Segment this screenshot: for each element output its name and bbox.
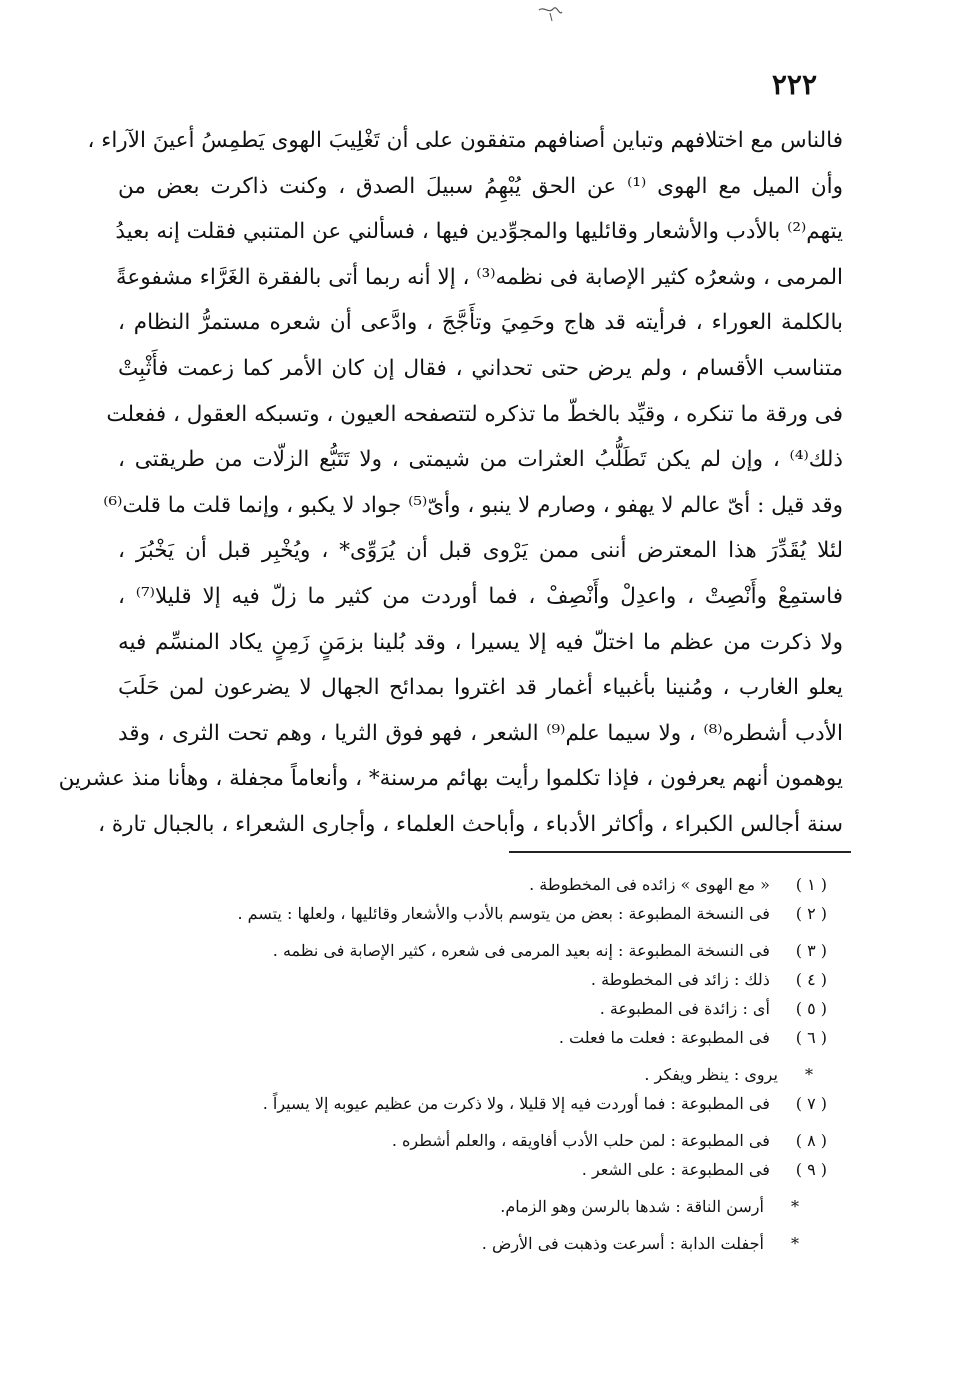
text-line: ذلك⁽⁴⁾ ، وإن لم يكن تَطَلُّبُ العثرات من شيمتى ، ولا تَتَبُّع الزلّات من طريقتى ،: [118, 447, 843, 473]
text-line: سنة أجالس الكبراء ، وأكاثر الأدباء ، وأباحث العلماء ، وأجارى الشعراء ، بالجبال تارة ،: [98, 811, 843, 837]
footnote-star-3: [107, 1229, 827, 1258]
footnote-text: أرسن الناقة : شدها بالرسن وهو الزمام.: [500, 1197, 764, 1216]
page-number: ٢٢٢: [771, 68, 817, 101]
text-line: لئلا يُقَدِّرَ هذا المعترض أننى ممن يَرْوى قبل أن يُرَوِّى* ، ويُخْبِر قبل أن يَخْبُرَ ،: [118, 538, 843, 564]
text-line: وأن الميل مع الهوى ⁽¹⁾ عن الحق يُبْهِمُ سبيلَ الصدق ، وكنت ذاكرت بعض من: [118, 173, 843, 199]
footnote-text: « مع الهوى » زائده فى المخطوطة .: [529, 875, 770, 894]
footnotes-block: [107, 870, 827, 1258]
footnote-7: [107, 1089, 827, 1118]
footnote-text: يروى : ينظر ويفكر .: [644, 1065, 778, 1084]
margin-scribble-mark: [535, 4, 565, 26]
footnote-9: [107, 1155, 827, 1184]
text-line: متناسب الأقسام ، ولم يرض حتى تحداني ، فقال إن كان الأمر كما زعمت فأَثْبِتْ: [118, 355, 843, 381]
text-line: فاستمِعْ وأَنْصِتْ ، واعدِلْ وأَنْصِفْ ، فما أوردت من كثير ما زلّ فيه إلا قليلا⁽⁷⁾ ،: [118, 583, 843, 609]
footnote-5: [107, 994, 827, 1023]
footnote-number: ( ٣ ): [795, 941, 827, 960]
text-line: ولا ذكرت من عظم ما اختلّ فيه إلا يسيرا ، وقد بُلينا بزمَنٍ زَمِنٍ يكاد المنسِّم فيه: [118, 629, 843, 655]
footnote-3: [107, 936, 827, 965]
footnote-star-mark: *: [791, 1197, 799, 1216]
text-line: الأدب أشطره⁽⁸⁾ ، ولا سيما علم⁽⁹⁾ الشعر ، فهو فوق الثريا ، وهم تحت الثرى ، وقد: [118, 720, 843, 746]
footnote-number: ( ٤ ): [795, 970, 827, 989]
footnote-number: ( ٨ ): [795, 1131, 827, 1150]
text-line: المرمى ، وشعرُه كثير الإصابة فى نظمه⁽³⁾ ، إلا أنه ربما أتى بالفقرة الغَرَّاء مشفوعةً: [115, 264, 843, 290]
footnote-text: أجفلت الدابة : أسرعت وذهبت فى الأرض .: [481, 1234, 764, 1253]
footnote-text: فى المطبوعة : على الشعر .: [581, 1160, 770, 1179]
footnote-number: ( ٥ ): [795, 999, 827, 1018]
footnote-number: ( ٩ ): [795, 1160, 827, 1179]
footnote-text: فى المطبوعة : فما أوردت فيه إلا قليلا ، ولا ذكرت من عظيم عيوبه إلا يسيراً .: [262, 1094, 770, 1113]
footnote-1: [107, 870, 827, 899]
footnote-number: ( ٢ ): [795, 904, 827, 923]
text-line: يتهم⁽²⁾ بالأدب والأشعار وقائليها والمجوِّدين فيها ، فسألني عن المتنبي فقلت إنه بعيدُ: [115, 219, 843, 245]
text-line: فالناس مع اختلافهم وتباين أصنافهم متفقون على أن تَغْلِيبَ الهوى يَطمِسُ أعينَ الآراء ،: [87, 128, 843, 153]
footnote-star-2: [107, 1192, 827, 1221]
text-line: فى ورقة ما تنكره ، وقيِّد بالخطّ ما تذكره لتتصفحه العيون ، وتسبكه العقول ، ففعلت: [106, 401, 843, 427]
footnote-4: [107, 965, 827, 994]
footnote-star-mark: *: [805, 1065, 813, 1084]
footnote-star-mark: *: [791, 1234, 799, 1253]
footnote-text: فى النسخة المطبوعة : إنه بعيد المرمى فى شعره ، كثير الإصابة فى نظمه .: [272, 941, 770, 960]
main-text-block: [58, 118, 843, 848]
footnote-text: فى النسخة المطبوعة : بعض من يتوسم بالأدب والأشعار وقائليها ، ولعلها : يتسم .: [237, 904, 770, 923]
footnote-star-1: [107, 1060, 827, 1089]
footnote-6: [107, 1023, 827, 1052]
footnote-number: ( ٧ ): [795, 1094, 827, 1113]
text-line: يعلو الغارب ، ومُنينا بأغبياء أغمار قد اغتروا بمدائح الجهال لا يضرعون لمن حَلَبَ: [118, 675, 843, 701]
footnote-separator: [509, 851, 851, 853]
text-line: وقد قيل : أىّ عالم لا يهفو ، وصارم لا ينبو ، وأىّ⁽⁵⁾ جواد لا يكبو ، وإنما قلت ما قلت⁽⁶⁾: [103, 492, 843, 518]
text-line: يوهمون أنهم يعرفون ، فإذا تكلموا رأيت بهائم مرسنة* ، وأنعاماً مجفلة ، وهأنا منذ عشرين: [58, 766, 843, 792]
footnote-2: [107, 899, 827, 928]
footnote-text: ذلك : زائد فى المخطوطة .: [590, 970, 770, 989]
footnote-text: فى المطبوعة : فعلت ما فعلت .: [558, 1028, 770, 1047]
footnote-number: ( ٦ ): [795, 1028, 827, 1047]
footnote-number: ( ١ ): [795, 875, 827, 894]
footnote-text: أى : زائدة فى المطبوعة .: [599, 999, 770, 1018]
footnote-8: [107, 1126, 827, 1155]
text-line: بالكلمة العوراء ، فرأيته قد هاج وحَمِيَ وتأَجَّجَ ، وادَّعى أن شعره مستمرُّ النظام ،: [118, 310, 843, 336]
footnote-text: فى المطبوعة : لمن حلب الأدب أفاويقه ، والعلم أشطره .: [391, 1131, 770, 1150]
